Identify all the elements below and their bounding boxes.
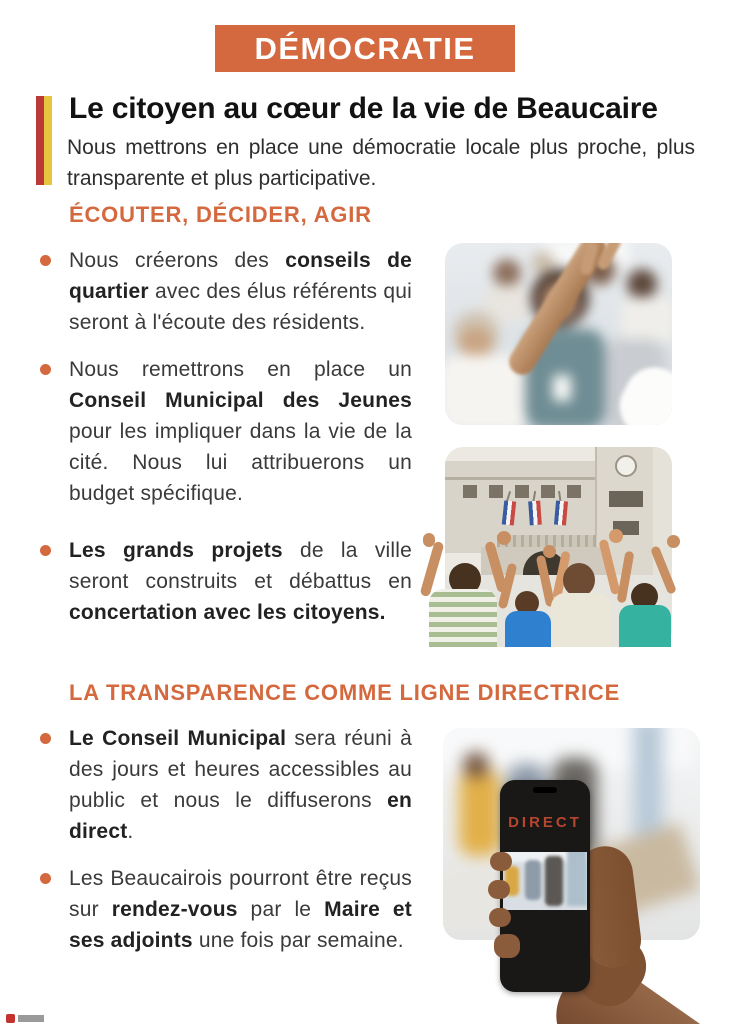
- accent-bar-yellow: [44, 96, 52, 185]
- bullet-dot-icon: [40, 873, 51, 884]
- phone-camera-notch: [533, 787, 557, 793]
- bullet-text: Nous remettrons en place un Conseil Municipal des Jeunes pour les impliquer dans la vie de la cité. Nous lui attribuerons un budget spécifique.: [69, 358, 412, 505]
- section-ecouter-decider-agir: [36, 202, 412, 644]
- head-shape: [463, 752, 489, 778]
- bullet-item: [36, 723, 412, 847]
- child-arm-shape: [598, 539, 620, 596]
- photo-live-broadcast: [443, 728, 730, 1024]
- photo-children-town-hall: [445, 447, 672, 647]
- footer-logo-fragment: [6, 1014, 44, 1023]
- child-striped-shirt-shape: [429, 589, 497, 647]
- head-shape: [627, 269, 657, 299]
- photo-public-meeting: [445, 243, 672, 425]
- phone-screen-direct-label: DIRECT: [508, 814, 582, 831]
- finger-shape: [489, 908, 511, 927]
- head-shape: [493, 259, 521, 287]
- section-heading: LA TRANSPARENCE COMME LIGNE DIRECTRICE: [69, 680, 621, 705]
- bullet-item: [36, 535, 412, 628]
- video-person-shape: [525, 860, 541, 900]
- child-blue-shirt-shape: [505, 611, 551, 647]
- thumb-shape: [494, 934, 520, 958]
- accent-bar-red: [36, 96, 44, 185]
- yellow-shirt-person-shape: [459, 770, 501, 856]
- clasped-hands-shape: [543, 545, 556, 558]
- children-group: [445, 447, 672, 647]
- bullet-text: Nous créerons des conseils de quartier avec des élus référents qui seront à l'écoute des résidents.: [69, 249, 412, 334]
- section-heading: ÉCOUTER, DÉCIDER, AGIR: [69, 202, 372, 227]
- raised-hand-shape: [667, 535, 680, 548]
- bullet-list: [36, 245, 412, 628]
- page-title: Le citoyen au cœur de la vie de Beaucaire: [69, 92, 658, 125]
- bullet-text: Le Conseil Municipal sera réuni à des jours et heures accessibles au public et nous le diffuserons en direct.: [69, 727, 412, 843]
- clasped-hands-shape: [497, 531, 511, 545]
- title-accent-bar: [36, 96, 52, 185]
- face-shape: [459, 327, 493, 357]
- footer-logo-red-mark: [6, 1014, 15, 1023]
- phone-video-blur-layer: [503, 852, 587, 910]
- finger-shape: [488, 880, 510, 899]
- bullet-dot-icon: [40, 255, 51, 266]
- footer-logo-gray-bar: [18, 1015, 44, 1022]
- video-window-shape: [567, 852, 587, 906]
- child-cream-shirt-shape: [551, 593, 611, 647]
- child-teal-shirt-shape: [619, 605, 671, 647]
- bullet-item: [36, 354, 412, 509]
- bullet-list: [36, 723, 412, 956]
- bullet-dot-icon: [40, 364, 51, 375]
- smartphone: [500, 780, 590, 992]
- child-head-shape: [563, 563, 595, 597]
- badge-shape: [553, 375, 571, 401]
- section-transparence: [36, 680, 621, 972]
- bullet-text: Les Beaucairois pourront être reçus sur rendez-vous par le Maire et ses adjoints une fois par semaine.: [69, 867, 412, 952]
- bullet-dot-icon: [40, 733, 51, 744]
- page-subtitle: Nous mettrons en place une démocratie locale plus proche, plus transparente et plus participative.: [67, 136, 695, 190]
- banner-label: DÉMOCRATIE: [254, 30, 476, 66]
- shirt-shape: [621, 297, 672, 343]
- photo-frame: [445, 243, 672, 425]
- finger-shape: [490, 852, 512, 871]
- category-banner: [215, 25, 515, 72]
- bullet-dot-icon: [40, 545, 51, 556]
- clasped-hands-shape: [609, 529, 623, 543]
- phone-screen-video: [503, 852, 587, 910]
- shirt-shape: [485, 285, 529, 321]
- video-person-shape: [545, 856, 563, 906]
- bullet-item: [36, 245, 412, 338]
- bullet-text: Les grands projets de la ville seront construits et débattus en concertation avec les citoyens.: [69, 539, 412, 624]
- bullet-item: [36, 863, 412, 956]
